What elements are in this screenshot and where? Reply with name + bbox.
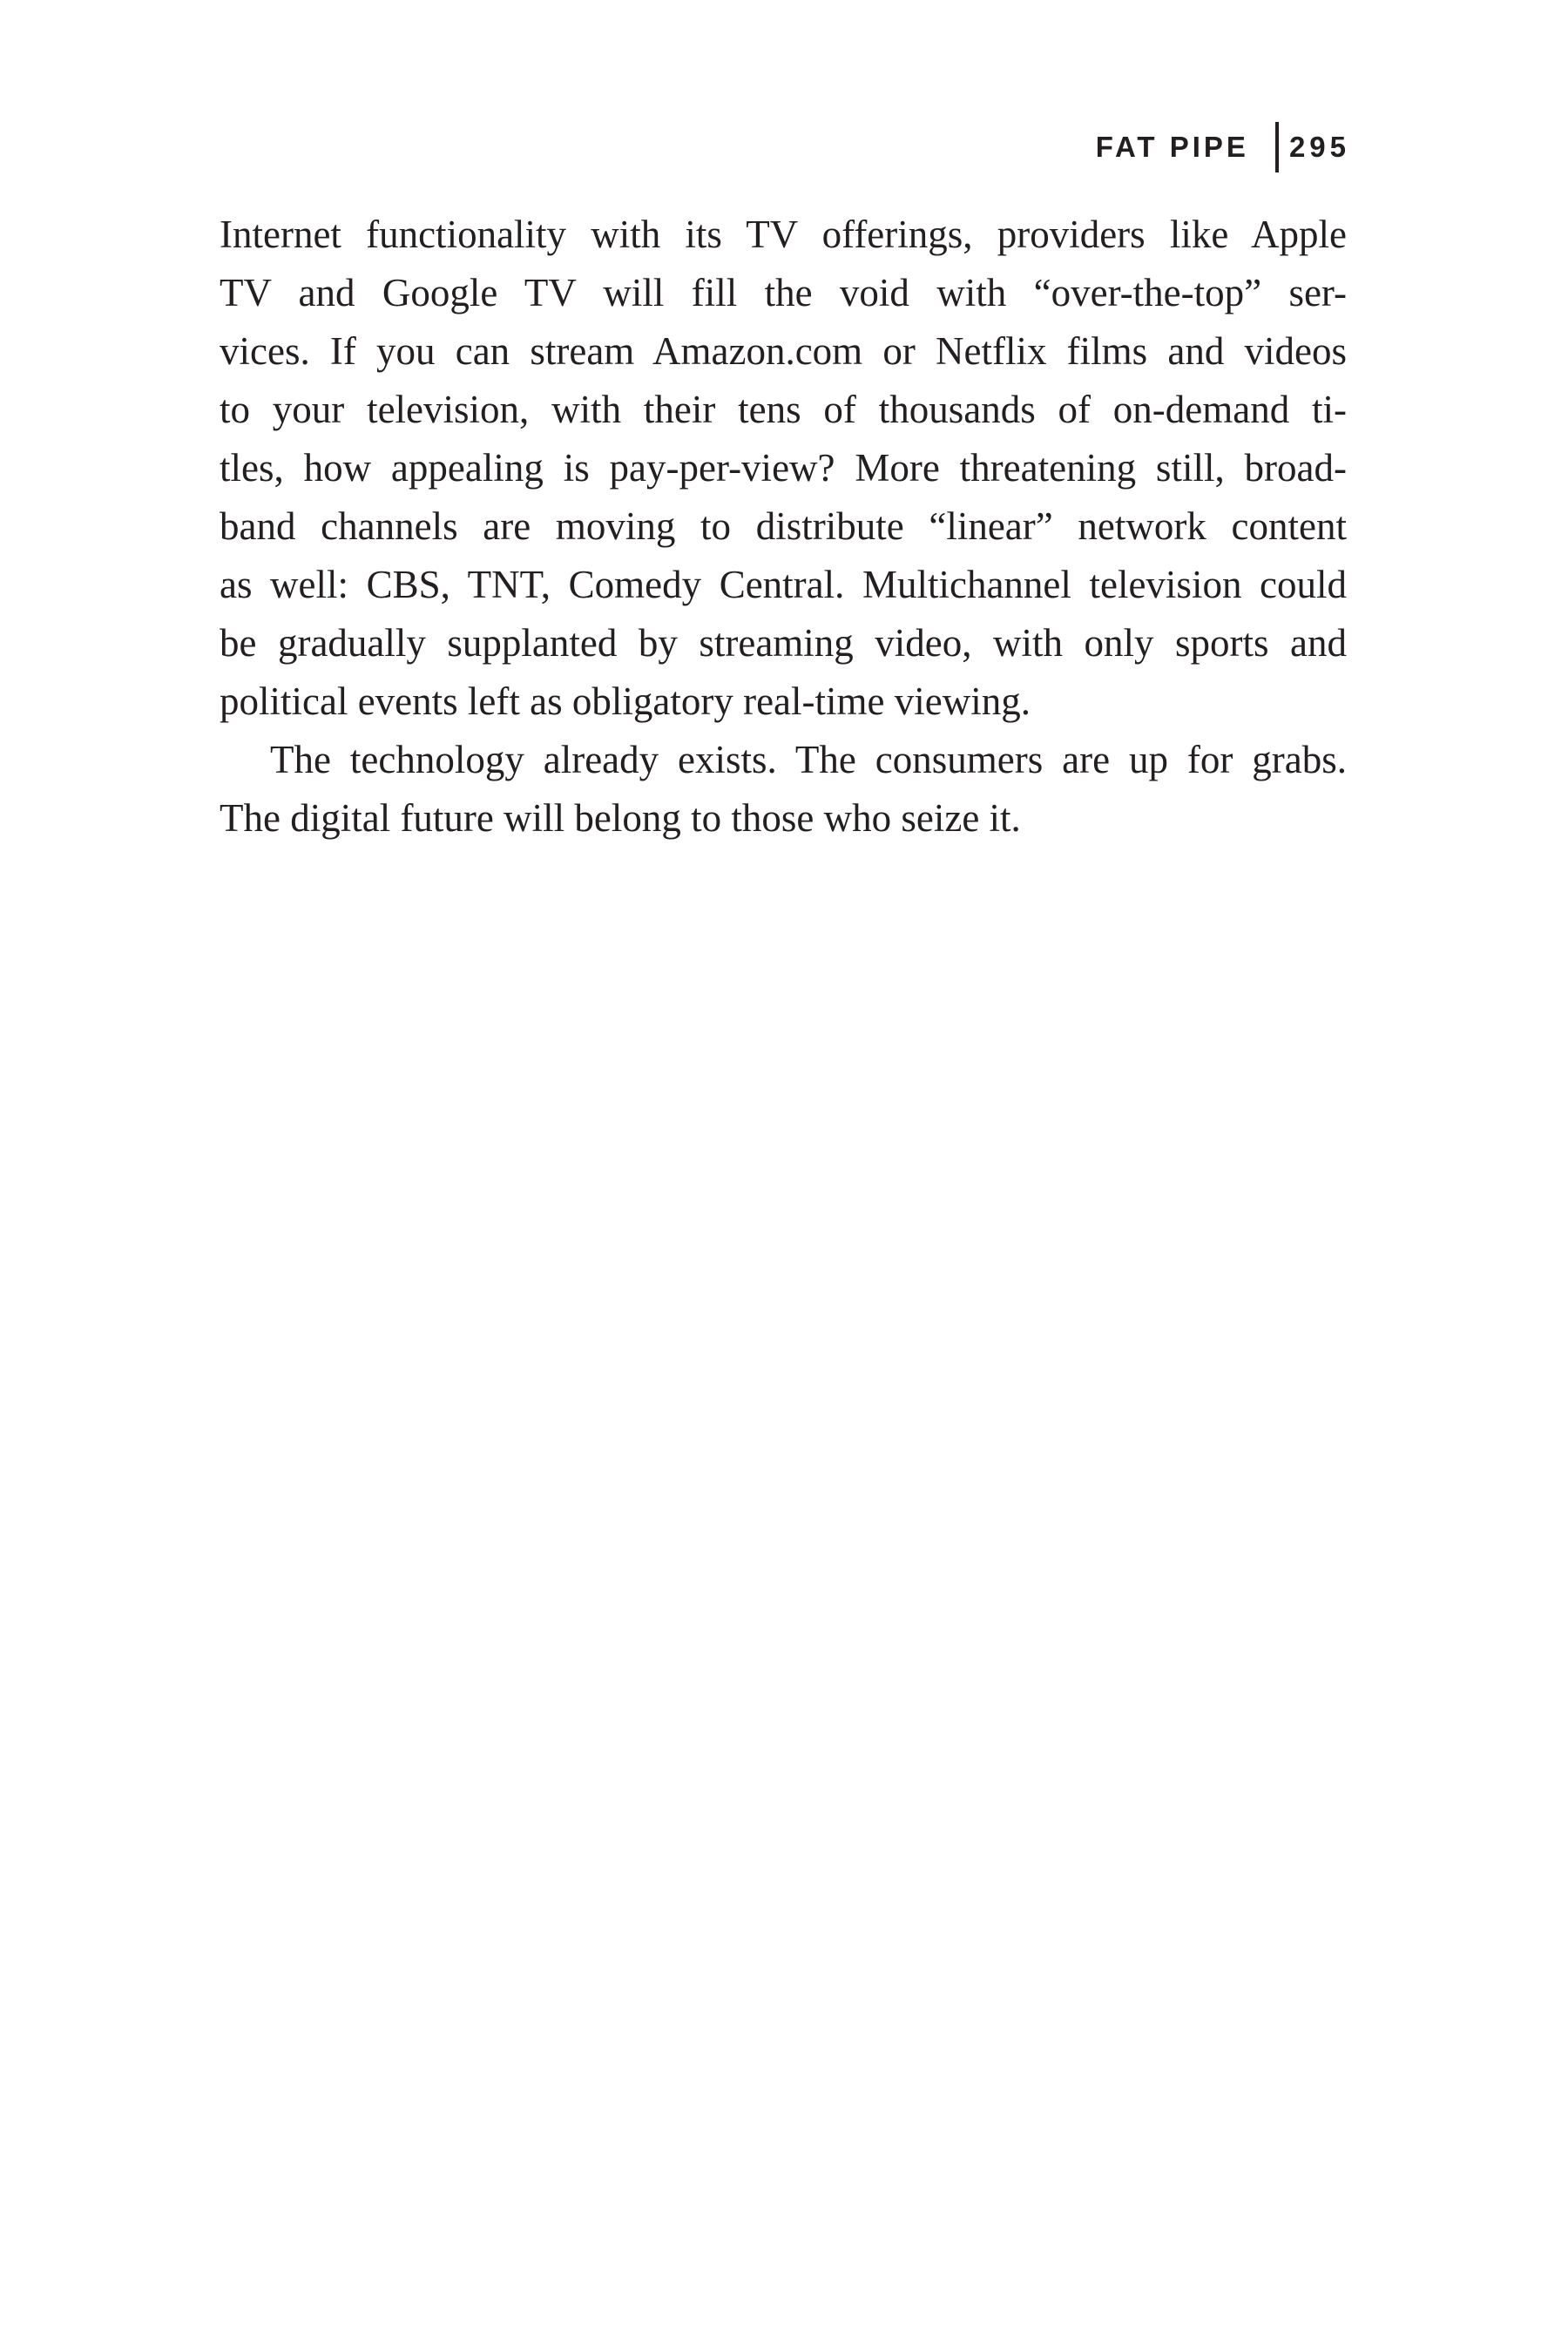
text-line: The digital future will belong to those who seize it.: [220, 796, 1021, 840]
running-head-title: FAT PIPE: [1095, 131, 1249, 163]
text-line: band channels are moving to distribute “linear” network content: [220, 504, 1347, 548]
text-line: as well: CBS, TNT, Comedy Central. Multichannel television could: [220, 563, 1347, 606]
text-line: Internet functionality with its TV offerings, providers like Apple: [220, 213, 1347, 256]
paragraph-1: [220, 206, 1347, 731]
text-line: TV and Google TV will fill the void with “over-the-top” ser-: [220, 271, 1347, 314]
running-head-divider: [1275, 122, 1279, 172]
text-line: political events left as obligatory real-time viewing.: [220, 679, 1031, 723]
text-line: The technology already exists. The consumers are up for grabs.: [270, 738, 1347, 781]
body-text: [220, 206, 1347, 848]
page-number: 295: [1288, 131, 1350, 163]
running-head: [1096, 124, 1350, 171]
paragraph-2: [220, 731, 1347, 848]
text-line: to your television, with their tens of thousands of on-demand ti-: [220, 388, 1347, 431]
text-line: be gradually supplanted by streaming video, with only sports and: [220, 621, 1347, 665]
text-line: tles, how appealing is pay-per-view? More threatening still, broad-: [220, 446, 1347, 490]
text-line: vices. If you can stream Amazon.com or Netflix films and videos: [220, 329, 1347, 373]
